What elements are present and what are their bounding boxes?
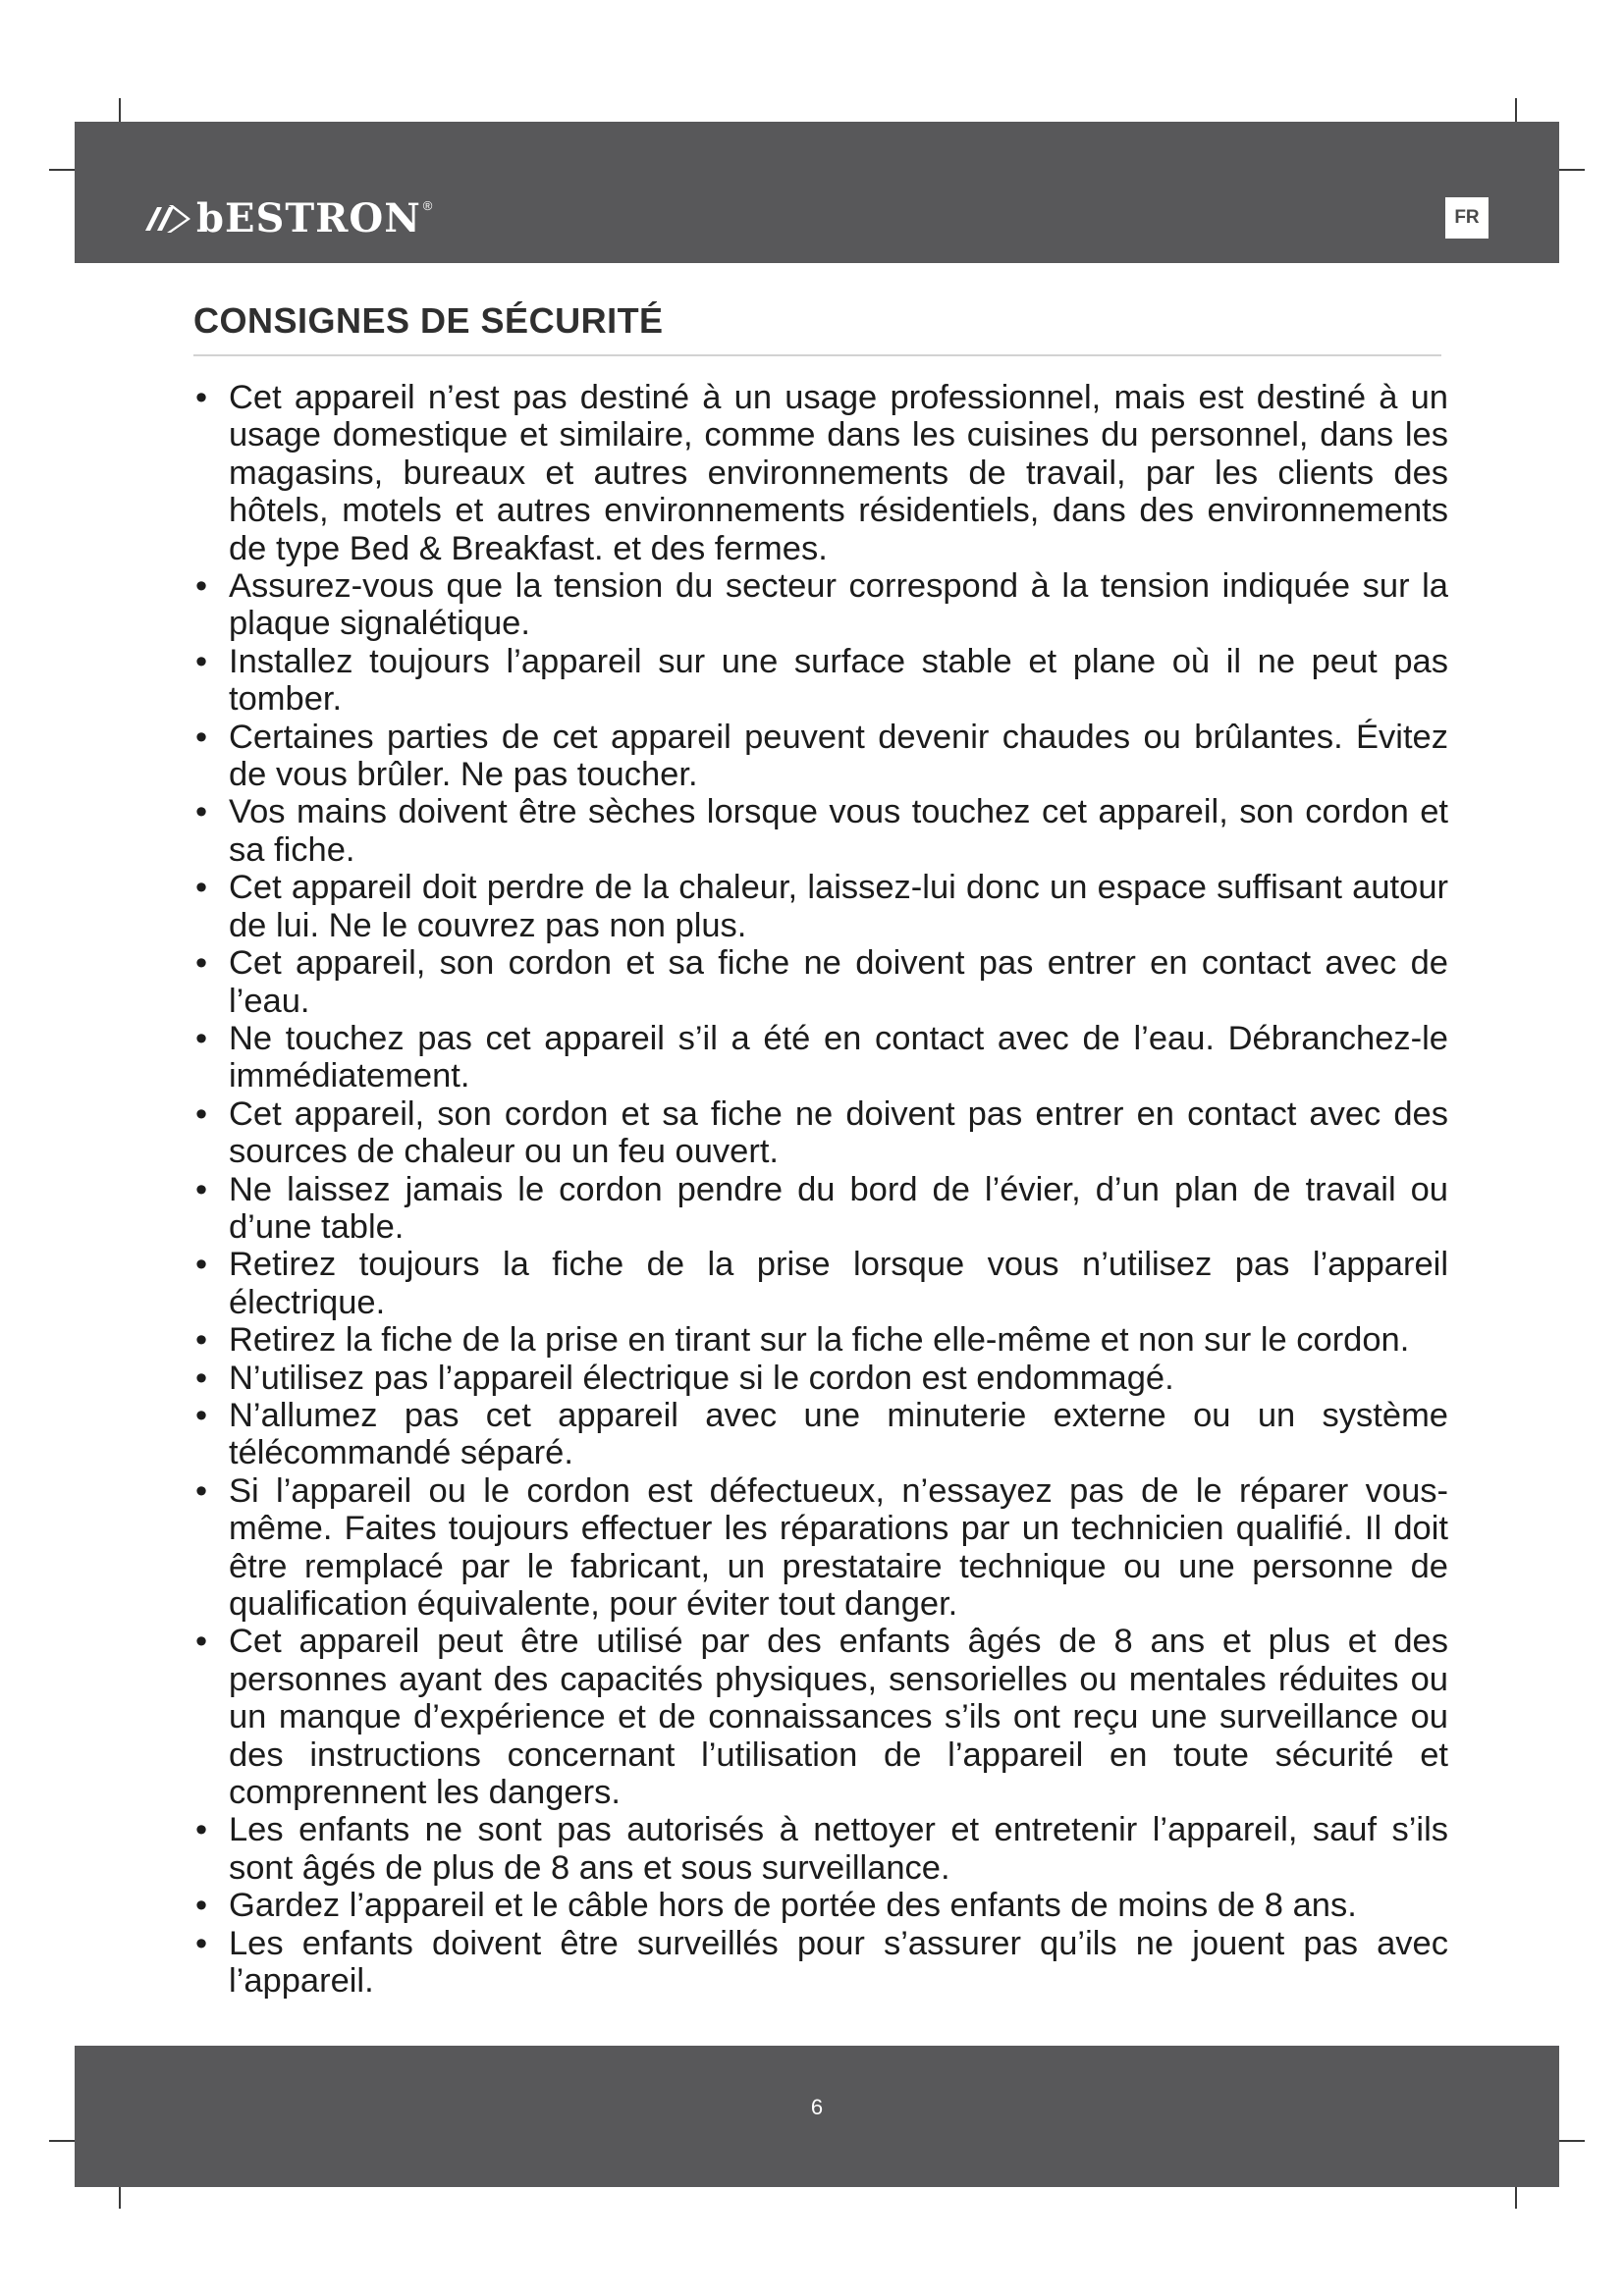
- bullet-icon: •: [195, 718, 208, 756]
- list-item-text: Assurez-vous que la tension du secteur correspond à la tension indiquée sur la plaque signalétique.: [229, 567, 1448, 643]
- header-bar: [75, 122, 1559, 263]
- list-item: [193, 1171, 1448, 1247]
- language-badge: FR: [1445, 197, 1489, 239]
- list-item-text: Certaines parties de cet appareil peuvent devenir chaudes ou brûlantes. Évitez de vous brûler. Ne pas toucher.: [229, 718, 1448, 794]
- list-item: [193, 1246, 1448, 1321]
- list-item: [193, 869, 1448, 944]
- section-title: CONSIGNES DE SÉCURITÉ: [193, 300, 664, 341]
- bullet-icon: •: [195, 1924, 208, 1962]
- list-item-text: Ne laissez jamais le cordon pendre du bord de l’évier, d’un plan de travail ou d’une table.: [229, 1170, 1448, 1246]
- registered-mark: ®: [422, 198, 433, 213]
- list-item: [193, 944, 1448, 1020]
- list-item-text: Si l’appareil ou le cordon est défectueux, n’essayez pas de le réparer vous-même. Faites toujours effectuer les réparations par un technicien qualifié. Il doit être remplacé par le fabricant, un prestataire technique ou une personne de qualification équivalente, pour éviter tout danger.: [229, 1471, 1448, 1623]
- bullet-icon: •: [195, 1887, 208, 1925]
- list-item-text: Les enfants ne sont pas autorisés à nettoyer et entretenir l’appareil, sauf s’ils sont âgés de plus de 8 ans et sous surveillance.: [229, 1811, 1448, 1887]
- safety-instructions-list: [193, 379, 1448, 2000]
- list-item-text: Vos mains doivent être sèches lorsque vous touchez cet appareil, son cordon et sa fiche.: [229, 793, 1448, 869]
- list-item: [193, 1623, 1448, 1811]
- list-item-text: N’utilisez pas l’appareil électrique si le cordon est endommagé.: [229, 1359, 1174, 1397]
- list-item: [193, 1321, 1448, 1359]
- list-item-text: Retirez la fiche de la prise en tirant sur la fiche elle-même et non sur le cordon.: [229, 1321, 1410, 1360]
- bullet-icon: •: [195, 869, 208, 907]
- list-item-text: Installez toujours l’appareil sur une surface stable et plane où il ne peut pas tomber.: [229, 642, 1448, 719]
- brand-logo: [143, 196, 432, 241]
- chevron-logo-icon: [143, 199, 190, 239]
- bullet-icon: •: [195, 1019, 208, 1057]
- bullet-icon: •: [195, 1321, 208, 1360]
- list-item: [193, 1811, 1448, 1887]
- brand-name: bESTRON: [196, 195, 421, 241]
- list-item-text: Les enfants doivent être surveillés pour s’assurer qu’ils ne jouent pas avec l’appareil.: [229, 1924, 1448, 2001]
- list-item-text: Cet appareil, son cordon et sa fiche ne doivent pas entrer en contact avec des sources de chaleur ou un feu ouvert.: [229, 1095, 1448, 1171]
- bullet-icon: •: [195, 793, 208, 831]
- bullet-icon: •: [195, 1095, 208, 1133]
- list-item: [193, 1095, 1448, 1171]
- list-item: [193, 1887, 1448, 1924]
- bullet-icon: •: [195, 1811, 208, 1849]
- list-item: [193, 793, 1448, 869]
- bullet-icon: •: [195, 379, 208, 416]
- bullet-icon: •: [195, 1246, 208, 1284]
- list-item: [193, 1397, 1448, 1472]
- list-item: [193, 643, 1448, 719]
- bullet-icon: •: [195, 567, 208, 606]
- bullet-icon: •: [195, 944, 208, 983]
- list-item: [193, 1020, 1448, 1095]
- list-item-text: Cet appareil peut être utilisé par des enfants âgés de 8 ans et plus et des personnes ayant des capacités physiques, sensorielles ou mentales réduites ou un manque d’expérience et de connaissances s’ils ont reçu une surveillance ou des instructions concernant l’utilisation de l’appareil en toute sécurité et comprennent les dangers.: [229, 1623, 1448, 1812]
- bullet-icon: •: [195, 642, 208, 680]
- bullet-icon: •: [195, 1170, 208, 1208]
- bullet-icon: •: [195, 1359, 208, 1397]
- list-item: [193, 1360, 1448, 1397]
- title-divider: [193, 354, 1441, 356]
- list-item: [193, 1925, 1448, 2001]
- bullet-icon: •: [195, 1471, 208, 1510]
- list-item-text: Gardez l’appareil et le câble hors de portée des enfants de moins de 8 ans.: [229, 1887, 1357, 1925]
- list-item: [193, 1472, 1448, 1624]
- list-item-text: Cet appareil doit perdre de la chaleur, laissez-lui donc un espace suffisant autour de lui. Ne le couvrez pas non plus.: [229, 869, 1448, 944]
- list-item-text: Retirez toujours la fiche de la prise lorsque vous n’utilisez pas l’appareil électrique.: [229, 1246, 1448, 1321]
- list-item: [193, 719, 1448, 794]
- list-item-text: Cet appareil n’est pas destiné à un usage professionnel, mais est destiné à un usage domestique et similaire, comme dans les cuisines du personnel, dans les magasins, bureaux et autres environnements de travail, par les clients des hôtels, motels et autres environnements résidentiels, dans des environnements de type Bed & Breakfast. et des fermes.: [229, 379, 1448, 567]
- list-item-text: Cet appareil, son cordon et sa fiche ne doivent pas entrer en contact avec de l’eau.: [229, 944, 1448, 1020]
- list-item: [193, 379, 1448, 567]
- footer-bar: [75, 2046, 1559, 2187]
- page-number: 6: [810, 2095, 824, 2119]
- bullet-icon: •: [195, 1396, 208, 1434]
- list-item-text: Ne touchez pas cet appareil s’il a été en contact avec de l’eau. Débranchez-le immédiatement.: [229, 1019, 1448, 1095]
- bullet-icon: •: [195, 1623, 208, 1661]
- list-item: [193, 567, 1448, 643]
- list-item-text: N’allumez pas cet appareil avec une minuterie externe ou un système télécommandé séparé.: [229, 1396, 1448, 1472]
